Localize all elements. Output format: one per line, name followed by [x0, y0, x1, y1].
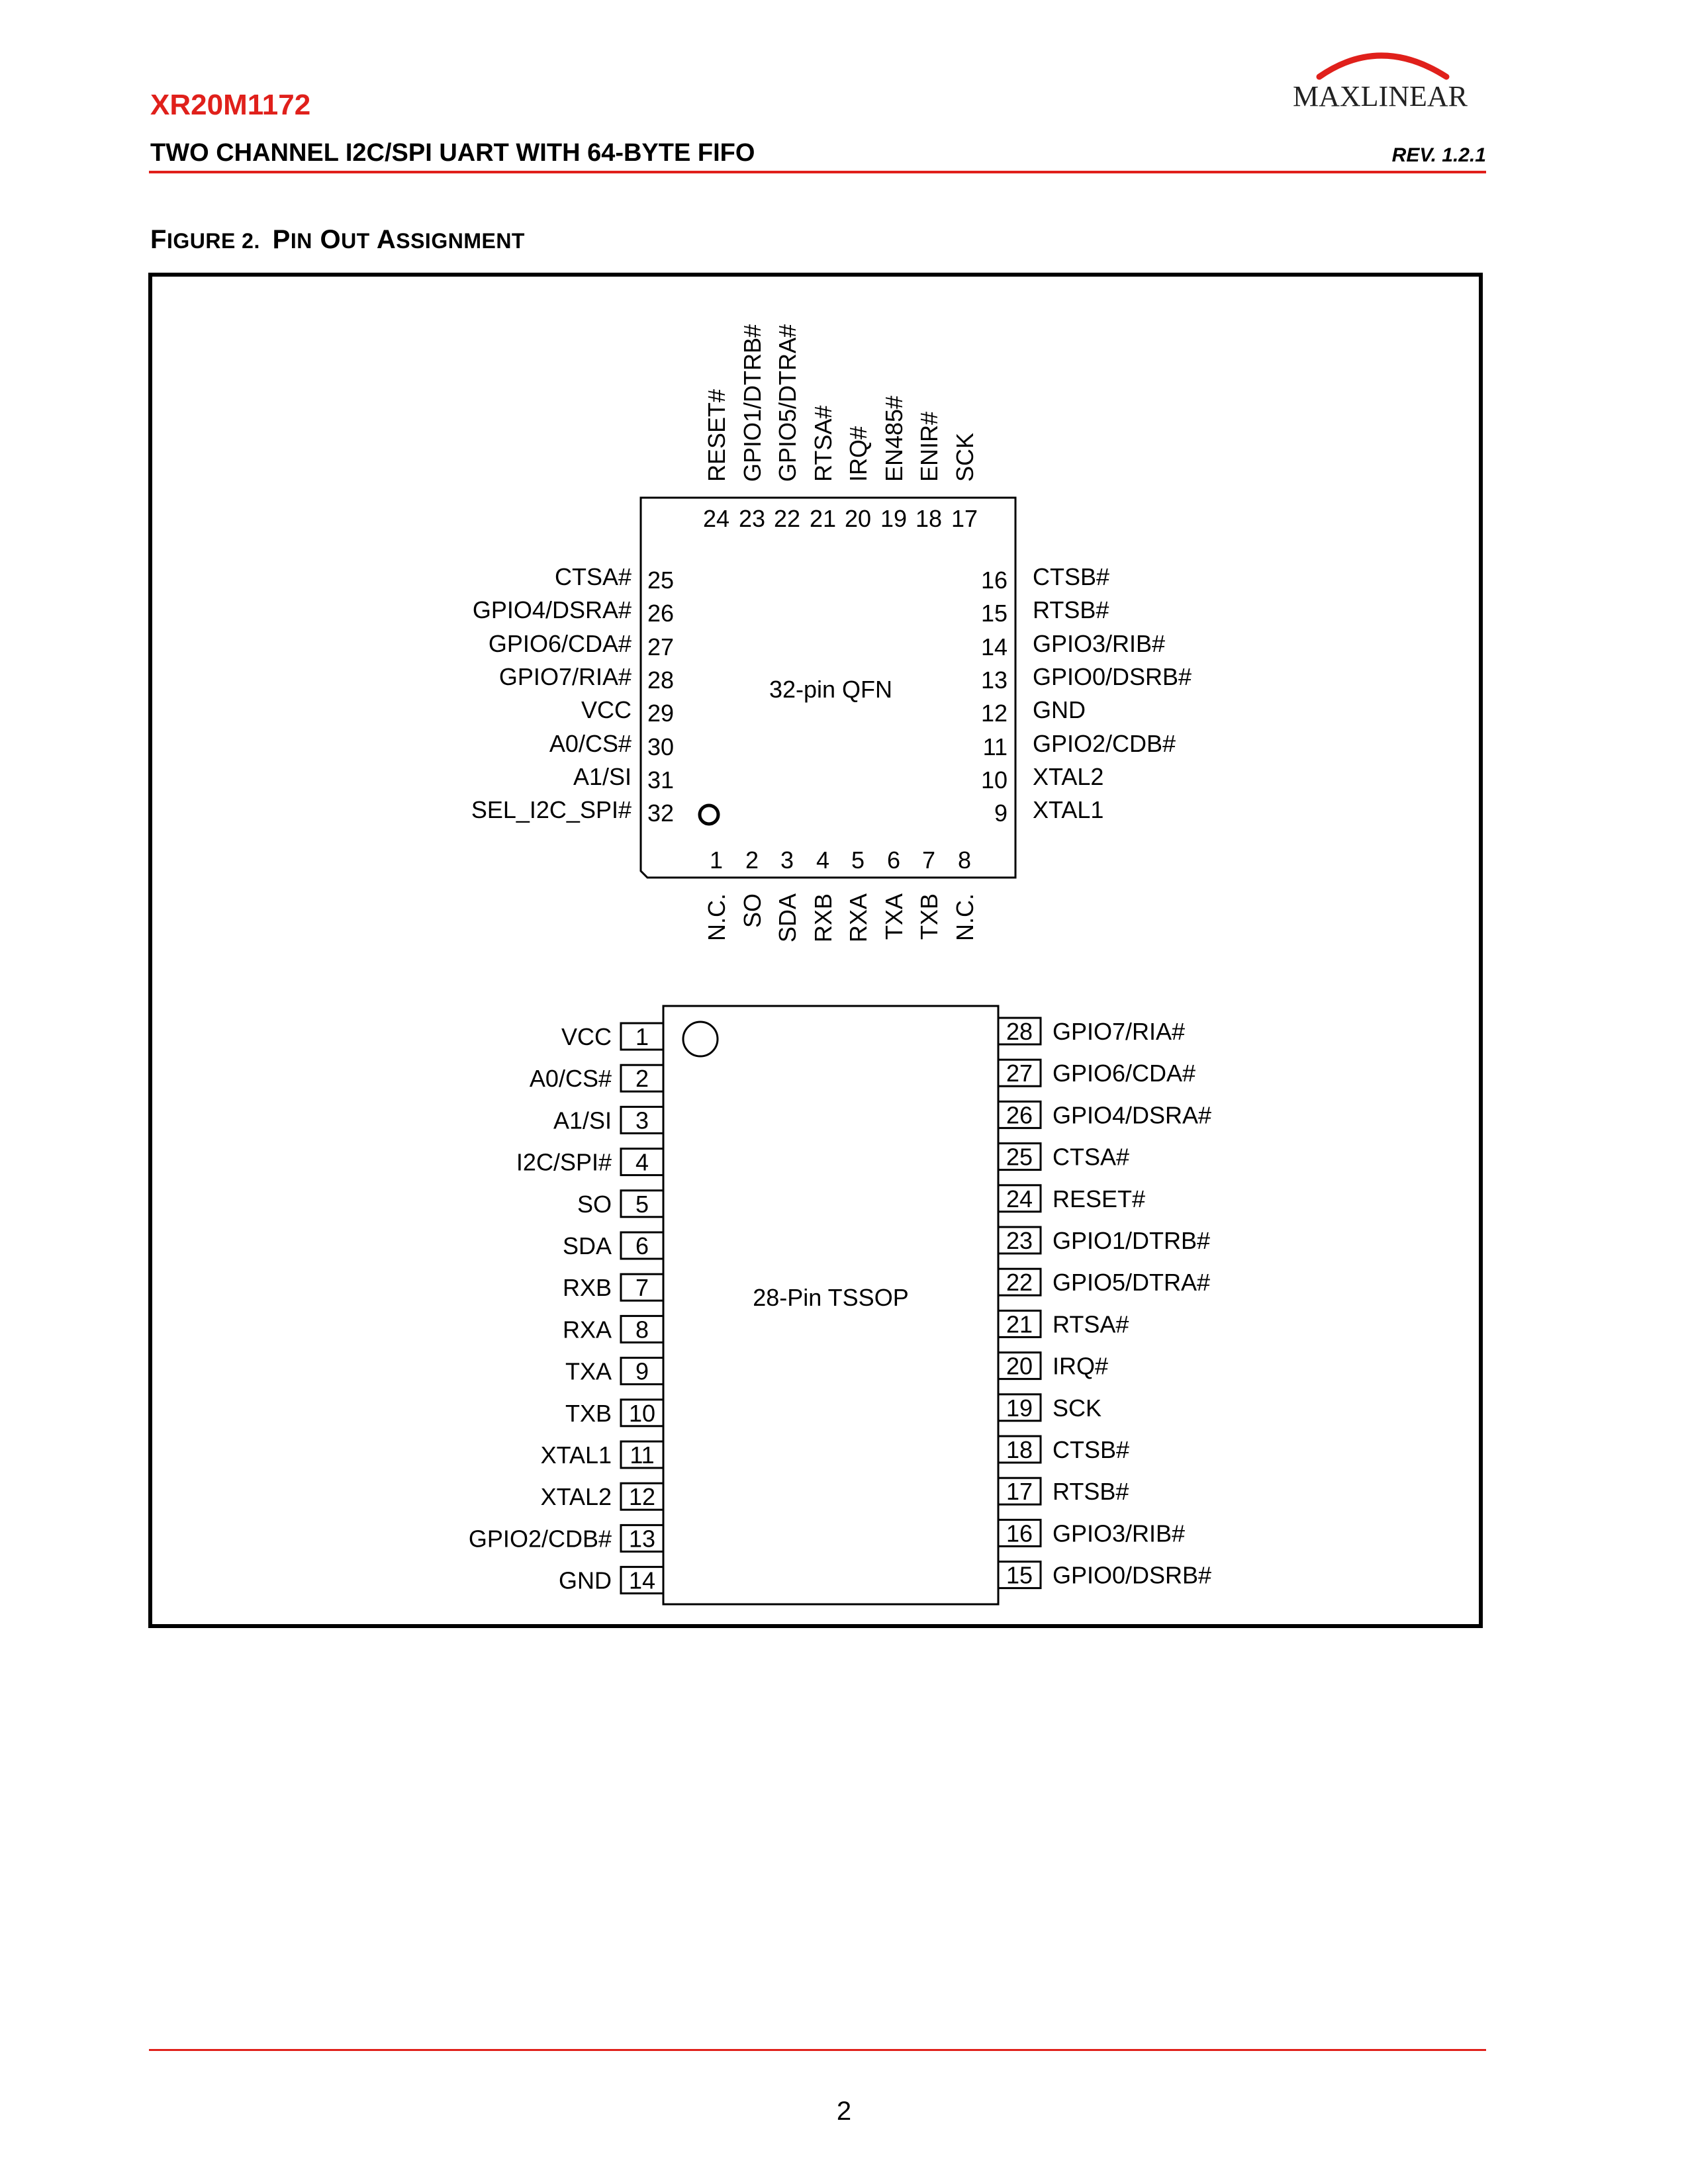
tssop-pin-number: 5 — [635, 1190, 649, 1218]
caption-part: IN — [290, 229, 312, 253]
qfn-pin-name: RTSB# — [1033, 596, 1109, 623]
qfn-pin-name: GPIO7/RIA# — [498, 663, 632, 690]
tssop-pin-name: RTSA# — [1053, 1310, 1129, 1338]
tssop-pin-number: 11 — [630, 1441, 655, 1469]
qfn-pin-number: 3 — [780, 846, 794, 874]
qfn-pin-name: TXA — [880, 893, 908, 940]
qfn-pins — [471, 324, 1192, 942]
qfn-pin-name: SEL_I2C_SPI# — [471, 796, 632, 823]
tssop-pin-number: 27 — [1006, 1060, 1033, 1087]
qfn-pin-number: 23 — [738, 505, 766, 532]
tssop-pin-name: SCK — [1053, 1394, 1102, 1422]
qfn-pin-name: GPIO6/CDA# — [488, 630, 632, 657]
qfn-pin-number: 15 — [980, 600, 1008, 627]
qfn-pin-number: 26 — [647, 600, 675, 627]
tssop-pin-name: GPIO2/CDB# — [468, 1525, 612, 1553]
qfn-pin-name: GPIO3/RIB# — [1033, 630, 1166, 657]
qfn-pin-name: XTAL1 — [1033, 796, 1104, 823]
tssop-pin-name: I2C/SPI# — [516, 1148, 612, 1176]
tssop-pin-name: GPIO6/CDA# — [1053, 1060, 1196, 1087]
tssop-pin-number: 13 — [628, 1525, 656, 1553]
tssop-pin-number: 1 — [635, 1023, 649, 1050]
qfn-pin-number: 27 — [647, 633, 675, 660]
tssop-pin-number: 8 — [635, 1316, 649, 1343]
tssop-pin-number: 28 — [1006, 1018, 1033, 1045]
caption-part: UT — [341, 229, 370, 253]
qfn-pin-number: 9 — [994, 799, 1008, 827]
qfn-pin-number: 29 — [647, 700, 675, 727]
qfn-pin-name: EN485# — [880, 395, 908, 482]
qfn-pin-number: 20 — [844, 505, 872, 532]
qfn-pin-number: 16 — [980, 567, 1008, 594]
tssop-pin-name: IRQ# — [1053, 1352, 1109, 1380]
qfn-pin-name: GPIO1/DTRB# — [739, 324, 766, 482]
qfn-pin-number: 31 — [647, 766, 675, 794]
tssop-pin-number: 7 — [635, 1274, 649, 1302]
qfn-pin-name: VCC — [581, 696, 632, 723]
document-title: TWO CHANNEL I2C/SPI UART WITH 64-BYTE FIFO — [150, 139, 755, 167]
tssop-pin-name: GND — [559, 1567, 612, 1594]
qfn-pin-number: 2 — [745, 846, 759, 874]
qfn-pin-number: 1 — [709, 846, 724, 874]
tssop-pin-number: 12 — [628, 1483, 656, 1511]
qfn-pin1-marker-icon — [700, 805, 718, 824]
qfn-pin-name: RTSA# — [810, 405, 837, 482]
caption-part: IGURE — [166, 229, 236, 253]
tssop-pin-name: SO — [577, 1190, 612, 1218]
qfn-pin-name: XTAL2 — [1033, 763, 1104, 790]
tssop-pin-name: VCC — [561, 1023, 612, 1050]
tssop-pin1-marker-icon — [683, 1022, 718, 1056]
qfn-pin-number: 7 — [921, 846, 936, 874]
tssop-pin-name: RTSB# — [1053, 1478, 1129, 1506]
caption-part: 2. — [235, 229, 273, 253]
qfn-pin-name: GPIO2/CDB# — [1033, 730, 1176, 757]
qfn-pin-name: RXB — [810, 893, 837, 943]
qfn-pin-name: A1/SI — [573, 763, 632, 790]
qfn-pin-number: 13 — [980, 666, 1008, 694]
tssop-pin-name: GPIO1/DTRB# — [1053, 1227, 1211, 1254]
tssop-pin-name: RXA — [562, 1316, 612, 1343]
qfn-pin-number: 21 — [809, 505, 837, 532]
tssop-pin-name: GPIO7/RIA# — [1053, 1018, 1186, 1045]
qfn-pin-number: 30 — [647, 733, 675, 760]
qfn-pin-name: TXB — [915, 893, 943, 940]
qfn-pin-number: 6 — [886, 846, 901, 874]
tssop-pin-number: 22 — [1006, 1269, 1033, 1297]
qfn-pin-number: 18 — [915, 505, 943, 532]
tssop-pin-number: 10 — [628, 1399, 656, 1427]
tssop-pin-name: TXB — [565, 1399, 612, 1427]
tssop-pin-number: 24 — [1006, 1185, 1033, 1212]
revision-label: REV. 1.2.1 — [1391, 144, 1486, 166]
tssop-package-label: 28-Pin TSSOP — [753, 1284, 909, 1311]
qfn-pin-name: RESET# — [703, 388, 730, 482]
tssop-pin-name: GPIO0/DSRB# — [1053, 1561, 1212, 1589]
qfn-package-label: 32-pin QFN — [769, 676, 893, 703]
tssop-pin-number: 15 — [1006, 1561, 1033, 1589]
caption-part: F — [150, 225, 167, 254]
tssop-pin-number: 21 — [1006, 1310, 1033, 1338]
qfn-pin-number: 32 — [647, 799, 675, 827]
qfn-pin-number: 22 — [773, 505, 801, 532]
tssop-pin-number: 18 — [1006, 1436, 1033, 1463]
qfn-pin-name: CTSB# — [1033, 563, 1110, 590]
tssop-pin-name: GPIO4/DSRA# — [1053, 1101, 1212, 1129]
qfn-pin-name: N.C. — [951, 893, 978, 941]
qfn-pin-name: ENIR# — [915, 411, 943, 482]
tssop-pin-name: CTSA# — [1053, 1143, 1130, 1171]
qfn-pin-name: SCK — [951, 432, 978, 482]
qfn-pin-number: 12 — [980, 700, 1008, 727]
caption-part: P — [272, 225, 291, 254]
tssop-pin-name: RESET# — [1053, 1185, 1146, 1212]
qfn-pin-number: 17 — [951, 505, 978, 532]
tssop-pin-number: 23 — [1006, 1227, 1033, 1254]
qfn-pin-number: 19 — [880, 505, 908, 532]
tssop-pin-name: A0/CS# — [529, 1065, 612, 1093]
qfn-pin-number: 4 — [816, 846, 830, 874]
qfn-pin-name: N.C. — [703, 893, 730, 941]
tssop-pin-name: XTAL2 — [540, 1483, 612, 1511]
tssop-pin-number: 17 — [1006, 1478, 1033, 1506]
tssop-pin-number: 3 — [635, 1107, 649, 1134]
tssop-pin-number: 16 — [1006, 1520, 1033, 1547]
tssop-pin-number: 2 — [635, 1065, 649, 1093]
tssop-pin-name: TXA — [565, 1357, 612, 1385]
qfn-pin-name: A0/CS# — [549, 730, 632, 757]
tssop-pin-name: CTSB# — [1053, 1436, 1130, 1463]
tssop-pin-number: 20 — [1006, 1352, 1033, 1380]
qfn-pin-name: GND — [1033, 696, 1086, 723]
qfn-pin-number: 24 — [702, 505, 730, 532]
tssop-pin-name: A1/SI — [553, 1107, 612, 1134]
qfn-pin-number: 14 — [980, 633, 1008, 660]
qfn-pin-number: 5 — [851, 846, 865, 874]
tssop-pin-name: GPIO5/DTRA# — [1053, 1269, 1211, 1297]
tssop-pin-name: SDA — [562, 1232, 612, 1259]
tssop-pin-name: RXB — [562, 1274, 612, 1302]
tssop-pin-number: 6 — [635, 1232, 649, 1259]
qfn-pin-name: RXA — [845, 893, 872, 943]
qfn-pin-number: 8 — [957, 846, 972, 874]
qfn-pin-name: GPIO4/DSRA# — [472, 596, 632, 623]
qfn-pin-name: SO — [739, 893, 766, 929]
part-number: XR20M1172 — [150, 89, 311, 121]
footer-divider — [149, 2049, 1486, 2051]
qfn-pin-name: CTSA# — [554, 563, 632, 590]
caption-part: SSIGNMENT — [396, 229, 525, 253]
tssop-pin-number: 9 — [635, 1357, 649, 1385]
page-number: 2 — [836, 2097, 852, 2126]
qfn-pin-number: 28 — [647, 666, 675, 694]
tssop-pin-name: GPIO3/RIB# — [1053, 1520, 1186, 1547]
caption-part: A — [369, 225, 397, 254]
tssop-pin-number: 19 — [1006, 1394, 1033, 1422]
qfn-pin-number: 10 — [980, 766, 1008, 794]
caption-part: O — [312, 225, 342, 254]
logo-wordmark: MAXLINEAR — [1293, 80, 1468, 113]
tssop-pin-number: 14 — [628, 1567, 656, 1594]
qfn-pin-name: IRQ# — [845, 426, 872, 482]
tssop-pin-name: XTAL1 — [540, 1441, 612, 1469]
qfn-pin-name: GPIO5/DTRA# — [774, 324, 801, 482]
qfn-pin-number: 11 — [982, 733, 1008, 760]
tssop-pin-number: 25 — [1006, 1143, 1033, 1171]
qfn-pin-name: SDA — [774, 893, 801, 943]
qfn-pin-number: 25 — [647, 567, 675, 594]
tssop-pin-number: 4 — [635, 1148, 649, 1176]
qfn-pin-name: GPIO0/DSRB# — [1033, 663, 1192, 690]
tssop-pin-number: 26 — [1006, 1101, 1033, 1129]
